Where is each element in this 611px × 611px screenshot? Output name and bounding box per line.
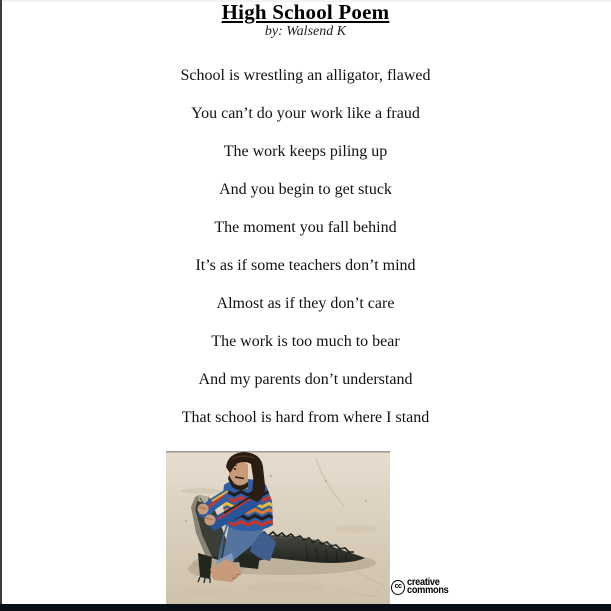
poem-line: You can’t do your work like a fraud xyxy=(191,105,420,122)
page-left-edge xyxy=(0,0,2,611)
poem-line: Almost as if they don’t care xyxy=(216,295,395,312)
poem-byline: by: Walsend K xyxy=(264,24,347,39)
creative-commons-logo[interactable] xyxy=(391,578,452,596)
poem-line: The work is too much to bear xyxy=(211,333,400,350)
poem-body xyxy=(0,57,611,437)
poem-line: The work keeps piling up xyxy=(223,143,388,160)
alligator-photo-illustration xyxy=(166,451,390,604)
cc-word-commons: commons xyxy=(407,585,449,596)
poem-title: High School Poem xyxy=(221,0,390,24)
cc-icon: cc xyxy=(391,580,405,595)
poem-line: And my parents don’t understand xyxy=(198,371,413,388)
cc-wordmark xyxy=(407,579,452,595)
poem-line: And you begin to get stuck xyxy=(219,181,392,198)
alligator-wrestling-photo xyxy=(166,451,390,604)
poem-line: School is wrestling an alligator, flawed xyxy=(180,67,431,84)
poem-line: The moment you fall behind xyxy=(214,219,397,236)
poem-line: It’s as if some teachers don’t mind xyxy=(195,257,416,274)
page-bottom-edge xyxy=(0,604,611,611)
cc-word-creative: creative xyxy=(407,577,440,588)
poem-line: That school is hard from where I stand xyxy=(181,409,430,426)
